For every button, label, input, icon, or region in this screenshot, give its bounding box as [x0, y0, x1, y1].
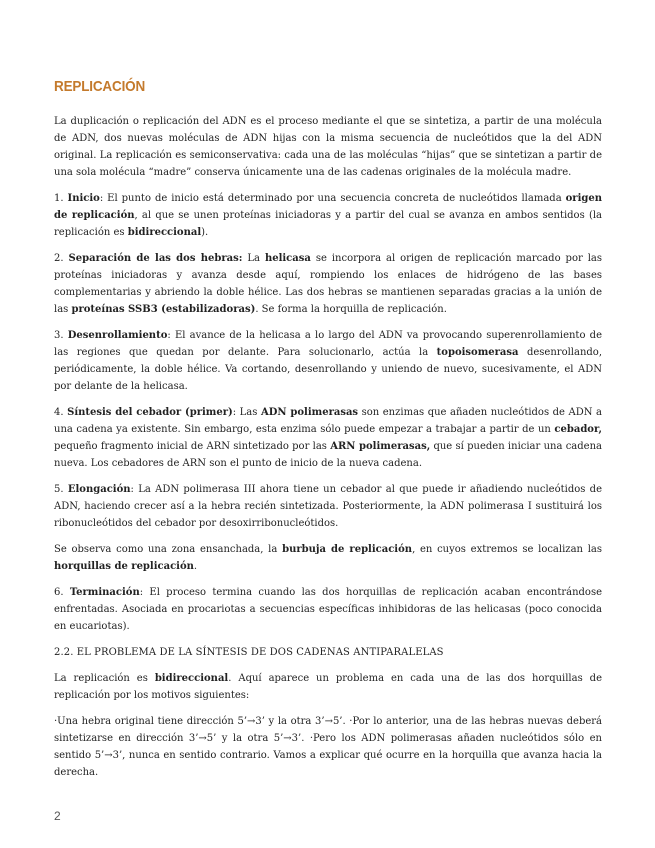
step-separacion: 2. Separación de las dos hebras: La helicasa se incorpora al origen de replicación marcado por las proteínas iniciadoras y avanza desde aquí, rompiendo los enlaces de hidrógeno de las bases complementarias y abriendo la doble hélice. Las dos hebras se mantienen separadas gracias a la unión de las proteínas SSB3 (estabilizadoras). Se forma la horquilla de replicación.: [54, 253, 602, 315]
intro-paragraph: La duplicación o replicación del ADN es el proceso mediante el que se sintetiza, a partir de una molécula de ADN, dos nuevas moléculas de ADN hijas con la misma secuencia de nucleótidos que la del ADN original. La replicación es semiconservativa: cada una de las moléculas “hijas” que se sintetizan a partir de una sola molécula “madre” conserva únicamente una de las cadenas originales de la molécula madre.: [54, 116, 602, 178]
direction-paragraph: ·Una hebra original tiene dirección 5’→3’ y la otra 3’→5’. ·Por lo anterior, una de las hebras nuevas deberá sintetizarse en dirección 3’→5’ y la otra 5’→3’. ·Pero los ADN polimerasas añaden nucleótidos sólo en sentido 5’→3’, nunca en sentido contrario. Vamos a explicar qué ocurre en la horquilla que avanza hacia la derecha.: [54, 716, 602, 778]
step-inicio: 1. Inicio: El punto de inicio está determinado por una secuencia concreta de nucleótidos llamada origen de replicación, al que se unen proteínas iniciadoras y a partir del cual se avanza en ambos sentidos (la replicación es bidireccional).: [54, 193, 603, 238]
section-heading: REPLICACIÓN: [54, 78, 146, 95]
subsection-heading: 2.2. EL PROBLEMA DE LA SÍNTESIS DE DOS CADENAS ANTIPARALELAS: [54, 647, 444, 658]
step-terminacion: 6. Terminación: El proceso termina cuando las dos horquillas de replicación acaban encontrándose enfrentadas. Asociada en procariotas a secuencias específicas inhibidoras de las helicasas (poco conocida en eucariotas).: [54, 587, 602, 632]
bidirectional-paragraph: La replicación es bidireccional. Aquí aparece un problema en cada una de las dos horquillas de replicación por los motivos siguientes:: [54, 673, 602, 701]
step-sintesis-cebador: 4. Síntesis del cebador (primer): Las ADN polimerasas son enzimas que añaden nucleótidos de ADN a una cadena ya existente. Sin embargo, esta enzima sólo puede empezar a trabajar a partir de un cebador, pequeño fragmento inicial de ARN sintetizado por las ARN polimerasas, que sí pueden iniciar una cadena nueva. Los cebadores de ARN son el punto de inicio de la nueva cadena.: [54, 407, 603, 469]
step-desenrollamiento: 3. Desenrollamiento: El avance de la helicasa a lo largo del ADN va provocando superenrollamiento de las regiones que quedan por delante. Para solucionarlo, actúa la topoisomerasa desenrollando, periódicamente, la doble hélice. Va cortando, desenrollando y uniendo de nuevo, sucesivamente, el ADN por delante de la helicasa.: [54, 330, 602, 392]
bubble-paragraph: Se observa como una zona ensanchada, la burbuja de replicación, en cuyos extremos se localizan las horquillas de replicación.: [54, 544, 603, 572]
page-number: 2: [54, 809, 61, 823]
body-text: [54, 113, 602, 790]
step-elongacion: 5. Elongación: La ADN polimerasa III ahora tiene un cebador al que puede ir añadiendo nucleótidos de ADN, haciendo crecer así a la hebra recién sintetizada. Posteriormente, la ADN polimerasa I sustituirá los ribonucleótidos del cebador por desoxirribonucleótidos.: [54, 484, 602, 529]
